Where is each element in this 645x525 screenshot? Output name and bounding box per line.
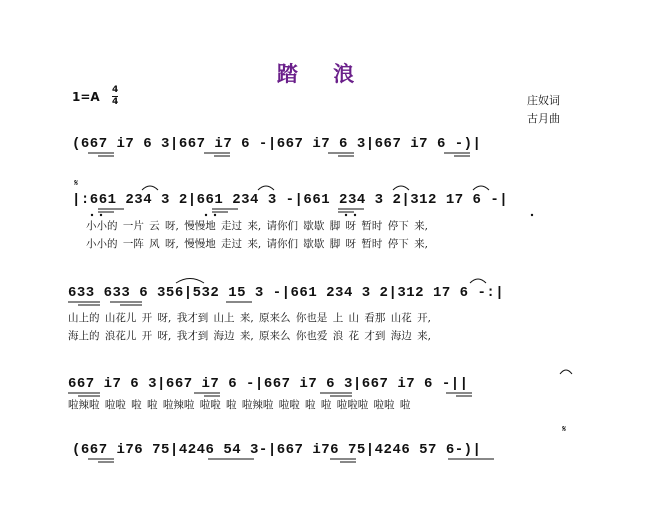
lyricist-credit: 庄奴词 xyxy=(527,94,560,107)
slur-mark xyxy=(560,370,572,374)
lyric-line-2a: 小小的 一片 云 呀, 慢慢地 走过 来, 请你们 歇歇 脚 呀 暂时 停下 来, xyxy=(86,220,428,232)
slur-mark xyxy=(393,186,409,190)
notation-line-5: (667 i76 75|4246 54 3-|667 i76 75|4246 57 6-)| xyxy=(72,442,482,458)
notation-line-1: (667 i7 6 3|667 i7 6 -|667 i7 6 3|667 i7 6 -)| xyxy=(72,136,482,152)
song-title: 踏 浪 xyxy=(276,61,369,86)
slur-mark xyxy=(470,279,486,283)
notation-line-4: 667 i7 6 3|667 i7 6 -|667 i7 6 3|667 i7 6 -|| xyxy=(68,376,469,392)
composer-credit: 古月曲 xyxy=(527,112,560,125)
time-denominator: 4 xyxy=(112,97,119,107)
lyric-line-2b: 小小的 一阵 风 呀, 慢慢地 走过 来, 请你们 歇歇 脚 呀 暂时 停下 来, xyxy=(86,238,428,250)
notation-line-3: 633 633 6 356|532 15 3 -|661 234 3 2|312 17 6 -:| xyxy=(68,285,505,301)
time-numerator: 4 xyxy=(112,85,119,95)
segno-sign: 𝄋 xyxy=(74,178,79,189)
slur-mark xyxy=(142,186,158,190)
lyric-line-4: 啦辣啦 啦啦 啦 啦 啦辣啦 啦啦 啦 啦辣啦 啦啦 啦 啦 啦啦啦 啦啦 啦 xyxy=(68,399,411,411)
lyric-line-3a: 山上的 山花儿 开 呀, 我才到 山上 来, 原来么 你也是 上 山 看那 山花 开, xyxy=(68,312,431,324)
slur-mark xyxy=(176,279,204,284)
slur-mark xyxy=(258,186,274,190)
notation-line-2: |:661 234 3 2|661 234 3 -|661 234 3 2|312 17 6 -| xyxy=(72,192,509,208)
slur-mark xyxy=(473,186,489,190)
lyric-line-3b: 海上的 浪花儿 开 呀, 我才到 海边 来, 原来么 你也爱 浪 花 才到 海边 来, xyxy=(68,330,431,342)
key-signature: 1=A xyxy=(72,90,100,104)
segno-sign-end: 𝄋 xyxy=(562,424,567,435)
